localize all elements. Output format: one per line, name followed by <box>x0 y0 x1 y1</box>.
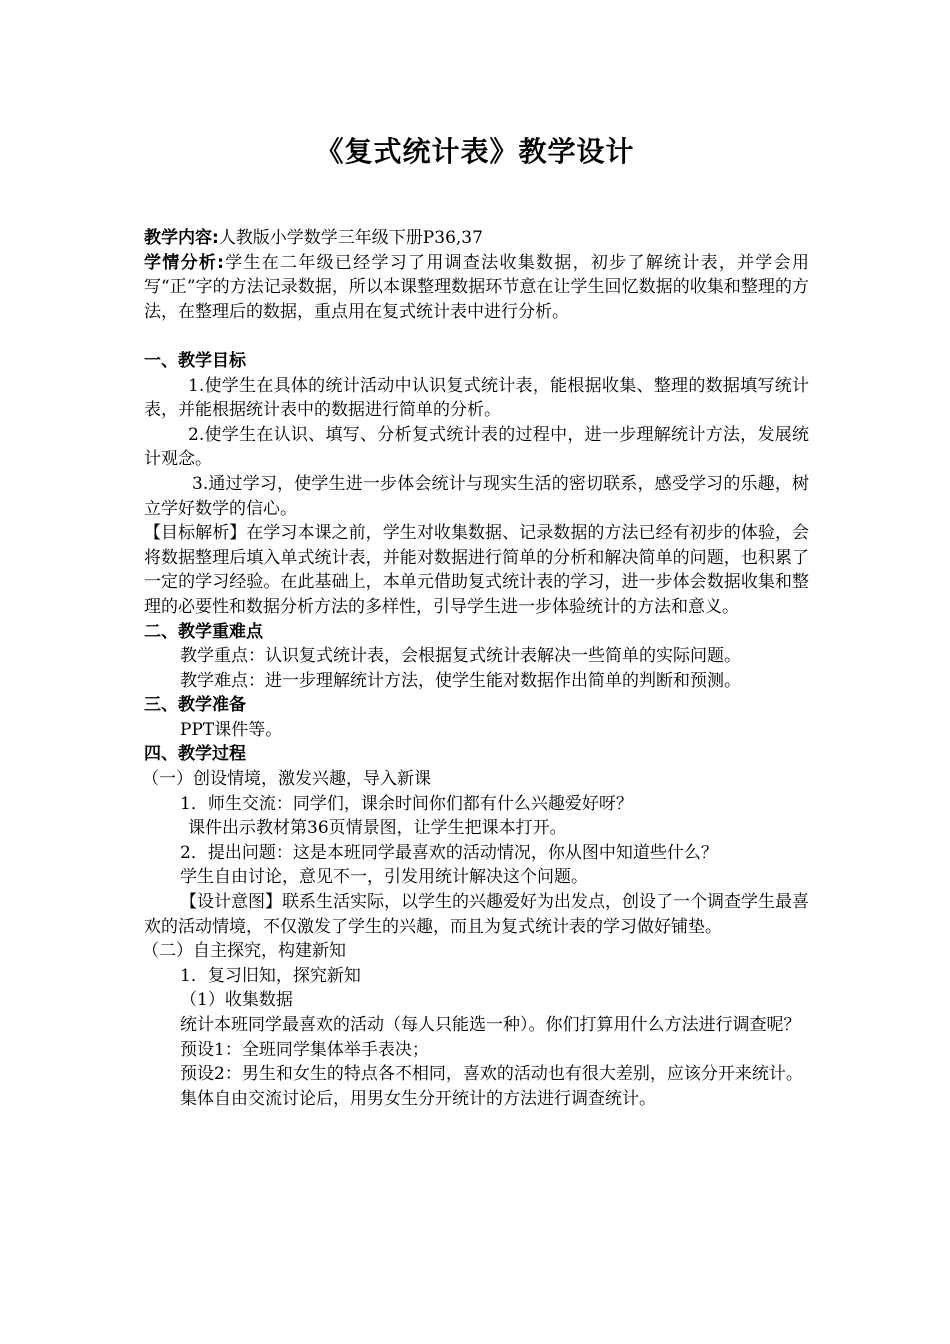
process-step: 1．复习旧知，探究新知 <box>180 965 361 986</box>
process-line: 预设2：男生和女生的特点各不相同，喜欢的活动也有很大差别，应该分开来统计。 <box>180 1064 803 1085</box>
process-part-title: （一）创设情境，激发兴趣，导入新课 <box>142 769 431 790</box>
process-line: 2．提出问题：这是本班同学最喜欢的活动情况，你从图中知道些什么？ <box>180 842 718 863</box>
process-part-title: （二）自主探究，构建新知 <box>142 941 346 962</box>
goal-item: 1.使学生在具体的统计活动中认识复式统计表，能根据收集、整理的数据填写统计表，并能根据统计表中的数据进行简单的分析。 <box>144 375 809 421</box>
learning-analysis-text: 学生在二年级已经学习了用调查法收集数据，初步了解统计表，并学会用写“正”字的方法记录数据，所以本课整理数据环节意在让学生回忆数据的收集和整理的方法，在整理后的数据，重点用在复式统计表中进行分析。 <box>144 252 809 322</box>
design-intent-note: 【设计意图】联系生活实际，以学生的兴趣爱好为出发点，创设了一个调查学生最喜欢的活动情境，不仅激发了学生的兴趣，而且为复式统计表的学习做好铺垫。 <box>144 892 809 937</box>
teaching-content <box>144 226 809 251</box>
teaching-content-text: 人教版小学数学三年级下册P36,37 <box>218 228 483 248</box>
goal-analysis-note: 【目标解析】在学习本课之前，学生对收集数据、记录数据的方法已经有初步的体验，会将数据整理后填入单式统计表，并能对数据进行简单的分析和解决简单的问题，也积累了一定的学习经验。在此基础上，本单元借助复式统计表的学习，进一步体会数据收集和整理的必要性和数据分析方法的多样性，引导学生进一步体验统计的方法和意义。 <box>144 523 809 617</box>
document-title: 《复式统计表》教学设计 <box>315 135 635 168</box>
process-line: 统计本班同学最喜欢的活动（每人只能选一种）。你们打算用什么方法进行调查呢？ <box>180 1015 801 1035</box>
goal-item: 2.使学生在认识、填写、分析复式统计表的过程中，进一步理解统计方法，发展统计观念。 <box>144 424 809 470</box>
process-line: 学生自由讨论，意见不一，引发用统计解决这个问题。 <box>180 867 588 888</box>
document-body <box>144 226 809 1111</box>
process-line: 1．师生交流：同学们，课余时间你们都有什么兴趣爱好呀？ <box>180 793 633 814</box>
learning-analysis-label: 学情分析: <box>144 252 224 273</box>
process-line: 预设1：全班同学集体举手表决； <box>180 1039 429 1060</box>
goal-item: 3.通过学习，使学生进一步体会统计与现实生活的密切联系，感受学习的乐趣，树立学好数学的信心。 <box>144 473 809 519</box>
section-heading-keypoints: 二、教学重难点 <box>144 621 263 642</box>
section-heading-goals: 一、教学目标 <box>144 350 246 371</box>
section-heading-process: 四、教学过程 <box>144 744 246 765</box>
process-line: 集体自由交流讨论后，用男女生分开统计的方法进行调查统计。 <box>180 1088 656 1109</box>
spacer <box>144 324 809 349</box>
preparation-text: PPT课件等。 <box>180 719 283 740</box>
teaching-content-label: 教学内容: <box>144 228 219 248</box>
key-point: 教学重点：认识复式统计表，会根据复式统计表解决一些简单的实际问题。 <box>180 646 741 667</box>
section-heading-preparation: 三、教学准备 <box>144 695 246 716</box>
process-substep: （1）收集数据 <box>180 990 293 1011</box>
learning-analysis <box>144 251 809 325</box>
difficult-point: 教学难点：进一步理解统计方法，使学生能对数据作出简单的判断和预测。 <box>180 670 741 691</box>
process-line: 课件出示教材第36页情景图，让学生把课本打开。 <box>188 818 567 839</box>
